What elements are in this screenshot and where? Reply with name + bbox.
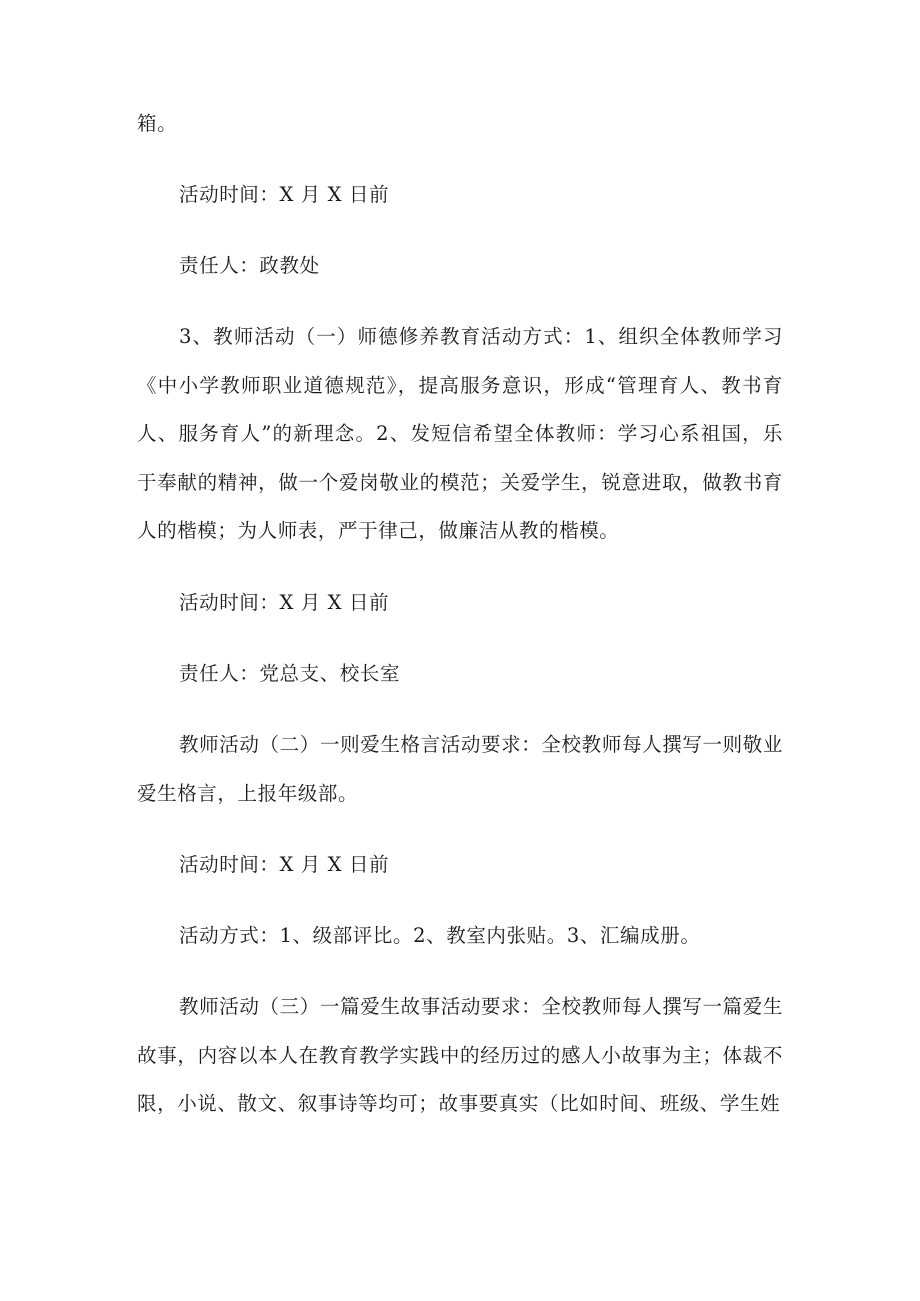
paragraph-activity-method: 活动方式：1、级部评比。2、教室内张贴。3、汇编成册。 <box>179 924 701 947</box>
paragraph-teacher-activity-2: 教师活动（二）一则爱生格言活动要求：全校教师每人撰写一则敬业爱生格言，上报年级部。 <box>137 733 783 805</box>
paragraph-activity-time-1: 活动时间：X 月 X 日前 <box>179 183 390 206</box>
paragraph-responsible-2: 责任人：党总支、校长室 <box>179 662 401 685</box>
paragraph-activity-time-3: 活动时间：X 月 X 日前 <box>179 853 390 876</box>
paragraph-teacher-activity-1: 3、教师活动（一）师德修养教育活动方式：1、组织全体教师学习《中小学教师职业道德规范》，提高服务意识，形成“管理育人、教书育人、服务育人”的新理念。2、发短信希望全体教师：学习心系祖国，乐于奉献的精神，做一个爱岗敬业的模范；关爱学生，锐意进取，做教书育人的楷模；为人师表，严于律己，做廉洁从教的楷模。 <box>137 325 783 542</box>
paragraph-mailbox-end: 箱。 <box>137 112 178 135</box>
paragraph-teacher-activity-3: 教师活动（三）一篇爱生故事活动要求：全校教师每人撰写一篇爱生故事，内容以本人在教育教学实践中的经历过的感人小故事为主；体裁不限，小说、散文、叙事诗等均可；故事要真实（比如时间、班级、学生姓 <box>137 995 783 1115</box>
paragraph-responsible-1: 责任人：政教处 <box>179 254 320 277</box>
paragraph-activity-time-2: 活动时间：X 月 X 日前 <box>179 591 390 614</box>
